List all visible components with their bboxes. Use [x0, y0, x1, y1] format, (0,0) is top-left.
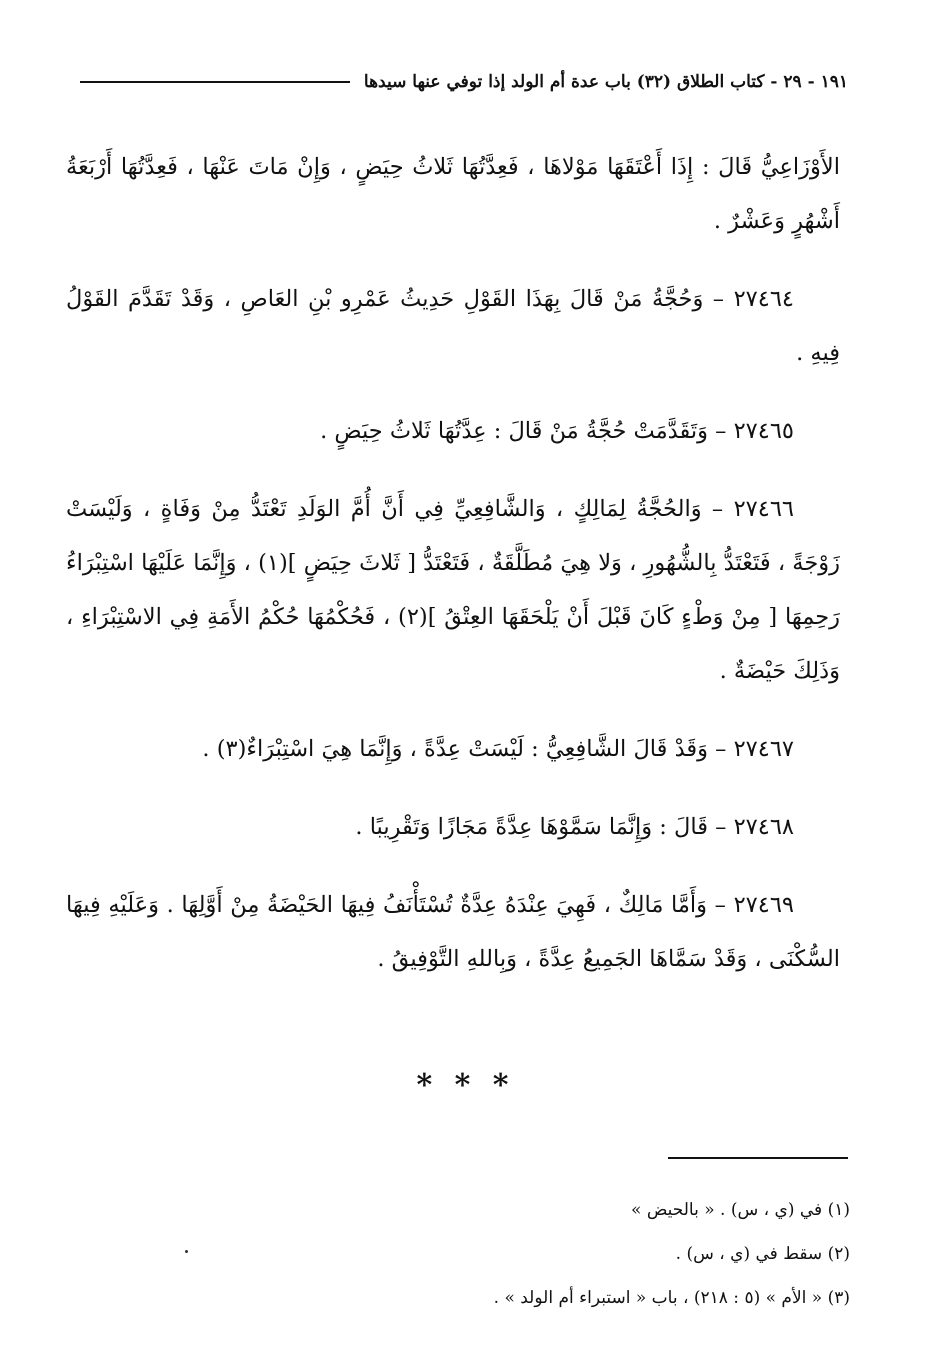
paragraph-gap: [66, 698, 840, 722]
paragraph-gap: [66, 854, 840, 878]
paragraph-27466: ٢٧٤٦٦ – وَالحُجَّةُ لِمَالِكٍ ، وَالشَّافِعِيِّ فِي أَنَّ أُمَّ الوَلَدِ تَعْتَدُّ مِنْ وَفَاةٍ ، وَلَيْسَتْ زَوْجَةً ، فَتَعْتَدُّ بِالشُّهُورِ ، وَلا هِيَ مُطَلَّقَةٌ ، فَتَعْتَدُّ [ ثَلاثَ حِيَضٍ ](١) ، وَإِنَّمَا عَلَيْهَا اسْتِبْرَاءُ رَحِمِهَا [ مِنْ وَطْءٍ كَانَ قَبْلَ أَنْ يَلْحَقَهَا العِتْقُ ](٢) ، فَحُكْمُهَا حُكْمُ الأَمَةِ فِي الاسْتِبْرَاءِ ، وَذَلِكَ حَيْضَةٌ .: [66, 496, 840, 684]
footnotes: [200, 1188, 850, 1320]
footnote-2: (٢) سقط في (ي ، س) .: [675, 1244, 850, 1264]
paragraph-gap: [66, 458, 840, 482]
paragraph-27464: ٢٧٤٦٤ – وَحُجَّةُ مَنْ قَالَ بِهَذَا القَوْلِ حَدِيثُ عَمْرِو بْنِ العَاصِ ، وَقَدْ تَقَدَّمَ القَوْلُ فِيهِ .: [66, 286, 840, 366]
footnote-rule: [668, 1157, 848, 1159]
header-rule: [80, 81, 350, 83]
paragraph-27467: ٢٧٤٦٧ – وَقَدْ قَالَ الشَّافِعِيُّ : لَيْسَتْ عِدَّةً ، وَإِنَّمَا هِيَ اسْتِبْرَاءٌ(٣) .: [202, 736, 794, 762]
paragraph-1: الأَوْزَاعِيُّ قَالَ : إِذَا أَعْتَقَهَا مَوْلاهَا ، فَعِدَّتُهَا ثَلاثُ حِيَضٍ ، وَإِنْ مَاتَ عَنْهَا ، فَعِدَّتُهَا أَرْبَعَةُ أَشْهُرٍ وَعَشْرٌ .: [66, 154, 840, 234]
running-header: [68, 62, 848, 102]
paragraph-27469: ٢٧٤٦٩ – وَأَمَّا مَالِكٌ ، فَهِيَ عِنْدَهُ عِدَّةٌ تُسْتَأْنَفُ فِيهَا الحَيْضَةُ مِنْ أَوَّلِهَا . وَعَلَيْهِ فِيهَا السُّكْنَى ، وَقَدْ سَمَّاهَا الجَمِيعُ عِدَّةً ، وَبِاللهِ التَّوْفِيقُ .: [66, 892, 840, 972]
main-text: [66, 140, 840, 986]
footnote-1: (١) في (ي ، س) . « بالحيض »: [631, 1200, 850, 1220]
paragraph-gap: [66, 380, 840, 404]
paragraph-27468: ٢٧٤٦٨ – قَالَ : وَإِنَّمَا سَمَّوْهَا عِدَّةً مَجَازًا وَتَقْرِيبًا .: [355, 814, 794, 840]
footnote-3: (٣) « الأم » (٥ : ٢١٨) ، باب « استبراء أم الولد » .: [493, 1288, 850, 1308]
header-title: ١٩١ - ٢٩ - كتاب الطلاق (٣٢) باب عدة أم الولد إذا توفي عنها سيدها: [363, 72, 848, 92]
paragraph-gap: [66, 248, 840, 272]
scan-speck: [185, 1250, 188, 1253]
paragraph-27465: ٢٧٤٦٥ – وَتَقَدَّمَتْ حُجَّةُ مَنْ قَالَ : عِدَّتُهَا ثَلاثُ حِيَضٍ .: [320, 418, 794, 444]
section-separator: * * *: [416, 1068, 515, 1103]
paragraph-gap: [66, 776, 840, 800]
